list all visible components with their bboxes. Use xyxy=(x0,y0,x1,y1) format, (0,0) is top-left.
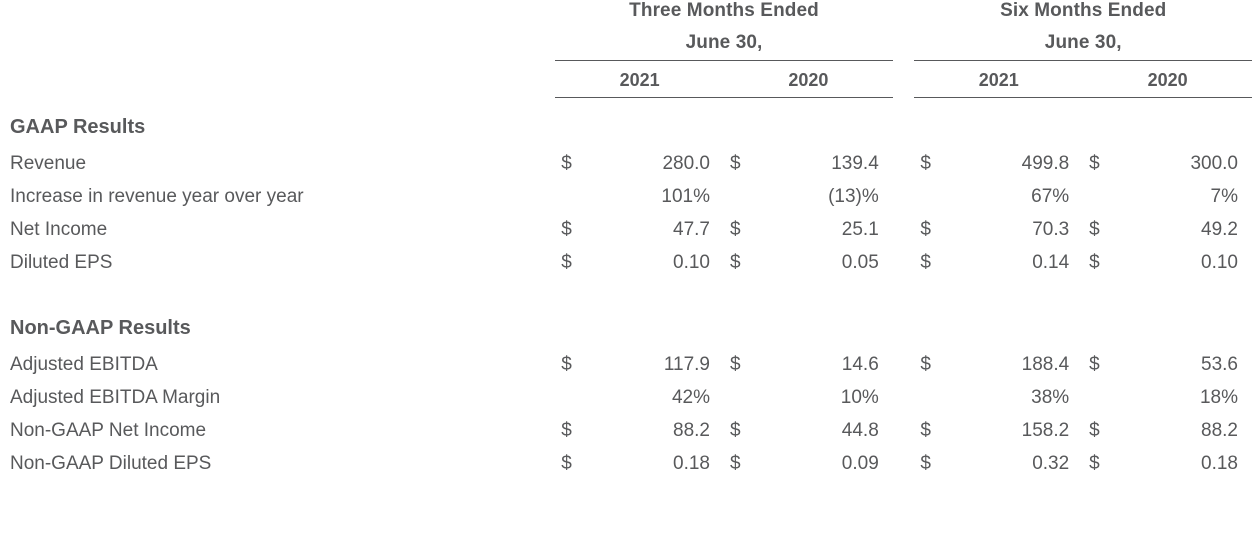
currency-symbol: $ xyxy=(561,354,572,375)
cell-value: 49.2 xyxy=(1201,219,1238,240)
cell-value: 0.32 xyxy=(1032,453,1070,474)
row-label-diluted-eps: Diluted EPS xyxy=(10,252,113,273)
cell-value: 139.4 xyxy=(831,153,879,174)
currency-symbol xyxy=(1083,178,1124,211)
cell-value: 499.8 xyxy=(1021,153,1070,174)
currency-symbol: $ xyxy=(1089,252,1100,273)
currency-symbol: $ xyxy=(561,252,572,273)
row-label-revenue-growth: Increase in revenue year over year xyxy=(10,186,304,207)
currency-symbol: $ xyxy=(561,420,572,441)
cell-value: 0.10 xyxy=(673,252,710,273)
cell-value: 0.14 xyxy=(1032,252,1070,273)
header-gap xyxy=(893,0,915,60)
cell-value: 42% xyxy=(671,387,710,408)
cell-value: 188.4 xyxy=(1021,354,1070,375)
column-gap xyxy=(893,412,915,445)
cell-value: 101% xyxy=(661,186,710,207)
cell-value: 38% xyxy=(1031,387,1070,408)
header-year-h-2020: 2020 xyxy=(1147,70,1188,90)
header-group-six-months-line2: June 30, xyxy=(1044,32,1122,53)
table-row xyxy=(10,244,1252,277)
header-group-six-months-line1: Six Months Ended xyxy=(1000,0,1167,21)
cell-value: 10% xyxy=(840,387,879,408)
section-header-row xyxy=(10,299,1252,346)
header-group-row xyxy=(10,0,1252,60)
currency-symbol: $ xyxy=(561,453,572,474)
section-title-non-gaap: Non-GAAP Results xyxy=(10,317,191,339)
cell-value: 158.2 xyxy=(1021,420,1070,441)
row-label-adjusted-ebitda-margin: Adjusted EBITDA Margin xyxy=(10,387,221,408)
table-row xyxy=(10,211,1252,244)
table-row xyxy=(10,445,1252,478)
currency-symbol: $ xyxy=(730,453,741,474)
currency-symbol: $ xyxy=(920,252,931,273)
header-spacer xyxy=(10,0,555,60)
column-gap xyxy=(893,244,915,277)
currency-symbol xyxy=(724,178,765,211)
header-year-q-2020: 2020 xyxy=(788,70,829,90)
cell-value: 25.1 xyxy=(841,219,879,240)
currency-symbol: $ xyxy=(730,420,741,441)
header-group-six-months xyxy=(914,0,1252,60)
currency-symbol: $ xyxy=(1089,420,1100,441)
currency-symbol xyxy=(555,379,596,412)
currency-symbol: $ xyxy=(1089,153,1100,174)
cell-value: 18% xyxy=(1199,387,1238,408)
header-year-spacer xyxy=(10,61,555,97)
cell-value: 14.6 xyxy=(841,354,879,375)
row-label-adjusted-ebitda: Adjusted EBITDA xyxy=(10,354,158,375)
header-group-three-months-line1: Three Months Ended xyxy=(629,0,819,21)
currency-symbol: $ xyxy=(730,252,741,273)
table-row xyxy=(10,178,1252,211)
cell-value: 67% xyxy=(1031,186,1070,207)
cell-value: 44.8 xyxy=(841,420,879,441)
column-gap xyxy=(893,211,915,244)
column-gap xyxy=(893,379,915,412)
cell-value: (13)% xyxy=(828,186,879,207)
row-label-non-gaap-diluted-eps: Non-GAAP Diluted EPS xyxy=(10,453,212,474)
section-title-gaap: GAAP Results xyxy=(10,116,146,138)
currency-symbol: $ xyxy=(561,153,572,174)
currency-symbol xyxy=(1083,379,1124,412)
cell-value: 88.2 xyxy=(673,420,710,441)
column-gap xyxy=(893,445,915,478)
column-gap xyxy=(893,346,915,379)
header-group-three-months xyxy=(555,0,893,60)
section-header-row xyxy=(10,98,1252,145)
row-label-non-gaap-net-income: Non-GAAP Net Income xyxy=(10,420,207,441)
cell-value: 0.18 xyxy=(1201,453,1238,474)
table-row xyxy=(10,346,1252,379)
currency-symbol xyxy=(914,379,955,412)
currency-symbol: $ xyxy=(730,354,741,375)
row-label-revenue: Revenue xyxy=(10,153,87,174)
cell-value: 117.9 xyxy=(663,354,710,375)
row-label-net-income: Net Income xyxy=(10,219,108,240)
header-year-h-2021: 2021 xyxy=(978,70,1019,90)
section-spacer xyxy=(10,277,1252,299)
cell-value: 53.6 xyxy=(1201,354,1238,375)
results-table xyxy=(10,0,1252,478)
header-year-q-2021: 2021 xyxy=(619,70,660,90)
currency-symbol xyxy=(555,178,596,211)
currency-symbol: $ xyxy=(1089,354,1100,375)
currency-symbol xyxy=(914,178,955,211)
column-gap xyxy=(893,145,915,178)
currency-symbol: $ xyxy=(730,219,741,240)
header-group-three-months-line2: June 30, xyxy=(685,32,763,53)
cell-value: 280.0 xyxy=(662,153,710,174)
cell-value: 0.10 xyxy=(1201,252,1238,273)
cell-value: 300.0 xyxy=(1190,153,1238,174)
cell-value: 0.05 xyxy=(841,252,879,273)
header-year-gap xyxy=(893,61,915,97)
currency-symbol: $ xyxy=(1089,453,1100,474)
currency-symbol: $ xyxy=(920,354,931,375)
cell-value: 0.09 xyxy=(841,453,879,474)
column-gap xyxy=(893,178,915,211)
currency-symbol: $ xyxy=(920,453,931,474)
cell-value: 47.7 xyxy=(673,219,710,240)
currency-symbol: $ xyxy=(920,420,931,441)
cell-value: 88.2 xyxy=(1201,420,1238,441)
table-row xyxy=(10,412,1252,445)
currency-symbol: $ xyxy=(920,219,931,240)
cell-value: 7% xyxy=(1210,186,1238,207)
cell-value: 70.3 xyxy=(1032,219,1070,240)
table-row xyxy=(10,379,1252,412)
currency-symbol: $ xyxy=(561,219,572,240)
currency-symbol xyxy=(724,379,765,412)
header-year-row xyxy=(10,61,1252,97)
table-row xyxy=(10,145,1252,178)
currency-symbol: $ xyxy=(730,153,741,174)
cell-value: 0.18 xyxy=(673,453,710,474)
currency-symbol: $ xyxy=(920,153,931,174)
currency-symbol: $ xyxy=(1089,219,1100,240)
